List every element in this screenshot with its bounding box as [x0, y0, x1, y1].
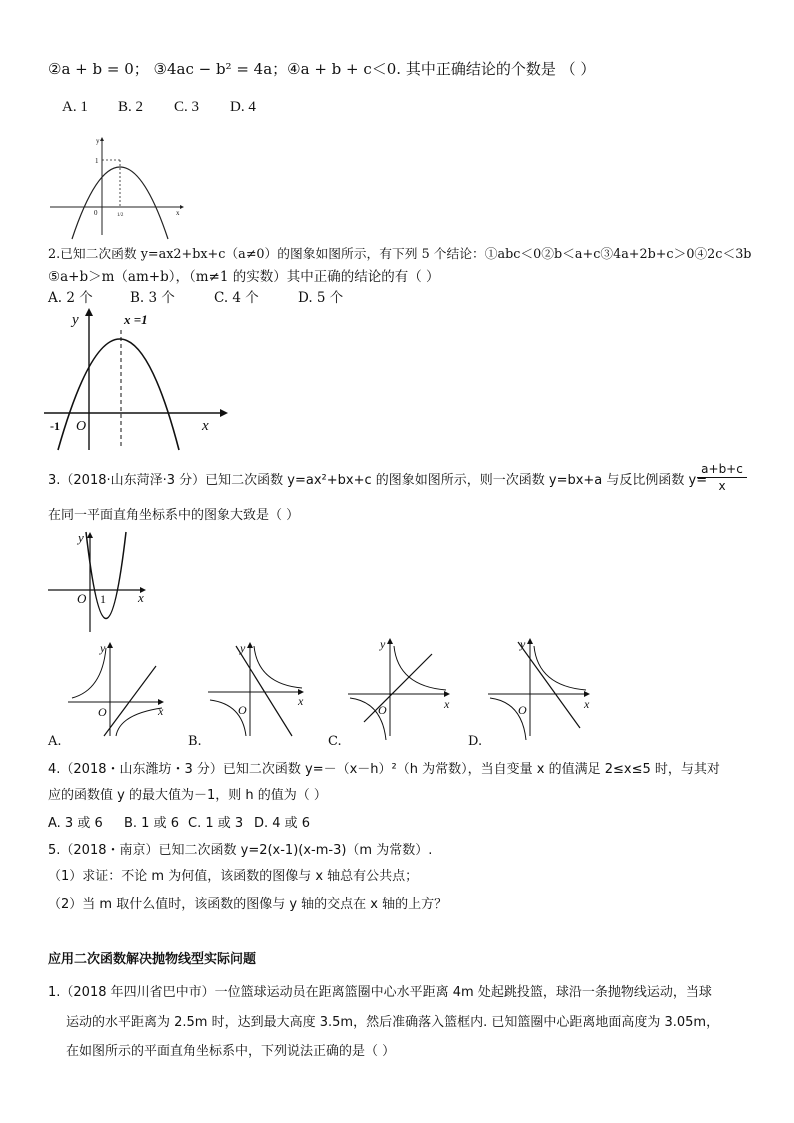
- q3-main-y-arrow: [87, 532, 93, 538]
- q1-option-d: D. 4: [230, 99, 256, 115]
- q2-axis-label: x =1: [124, 312, 148, 327]
- x-label: x: [444, 697, 450, 711]
- line: [364, 654, 432, 722]
- q3-fraction: [697, 462, 747, 493]
- q3-fraction-num: a+b+c: [701, 462, 743, 476]
- q2-y-arrow: [85, 308, 93, 316]
- q1-tick-one: 1: [95, 157, 99, 165]
- q2-graph: [44, 308, 234, 453]
- section-p1-line3: 在如图所示的平面直角坐标系中，下列说法正确的是（ ）: [66, 1044, 396, 1059]
- q3-fraction-bar: [697, 477, 747, 478]
- line: [104, 666, 156, 736]
- q5-line3: （2）当 m 取什么值时，该函数的图像与 y 轴的交点在 x 轴的上方？: [48, 897, 448, 912]
- q2-y-label: y: [72, 312, 79, 328]
- q2-option-c: C. 4 个: [214, 290, 259, 306]
- q2-line1: 2.已知二次函数 y=ax2+bx+c（a≠0）的图象如图所示，有下列 5 个结论：①abc＜0②b＜a+c③4a+2b+c＞0④2c＜3b: [48, 247, 752, 262]
- q3-main-graph: [44, 530, 154, 635]
- q2-option-b: B. 3 个: [130, 290, 175, 306]
- q1-x-label: x: [176, 209, 180, 217]
- arrow: [387, 638, 393, 644]
- q3-choice-c-graph: [346, 636, 456, 740]
- q1-y-arrow: [100, 137, 104, 141]
- q3-line1: 3.（2018·山东菏泽·3 分）已知二次函数 y=ax²+bx+c 的图象如图所示，则一次函数 y=bx+a 与反比例函数 y=: [48, 473, 708, 488]
- x-label: x: [298, 694, 304, 708]
- arrow: [527, 638, 533, 644]
- hyperbola-upper-right: [534, 646, 586, 690]
- q3-main-origin: O: [77, 591, 87, 606]
- q5-line1: 5.（2018・南京）已知二次函数 y=2(x-1)(x-m-3)（m 为常数）.: [48, 843, 433, 858]
- line: [236, 646, 292, 736]
- q1-y-label: y: [96, 137, 100, 145]
- arrow: [107, 642, 113, 648]
- q1-option-a: A. 1: [62, 99, 88, 115]
- q4-option-b: B. 1 或 6: [124, 816, 179, 831]
- origin: O: [378, 703, 387, 717]
- q1-option-b: B. 2: [118, 99, 144, 115]
- x-label: x: [158, 704, 164, 718]
- q2-option-d: D. 5 个: [298, 290, 344, 306]
- q2-origin: O: [76, 419, 87, 434]
- section-heading: 应用二次函数解决抛物线型实际问题: [48, 952, 257, 967]
- q3-choice-a-graph: [66, 640, 171, 740]
- q3-choice-a-label: A.: [48, 734, 62, 749]
- q1-statement: ②a + b = 0； ③4ac − b² = 4a；④a + b + c＜0. 其中正确结论的个数是 （ ）: [48, 60, 596, 78]
- x-label: x: [584, 697, 590, 711]
- line: [518, 642, 580, 728]
- q1-x-arrow: [180, 205, 184, 209]
- q3-choice-c-label: C.: [328, 734, 342, 749]
- hyperbola-upper-right: [254, 646, 302, 688]
- q4-option-d: D. 4 或 6: [254, 816, 311, 831]
- q1-option-c: C. 3: [174, 99, 200, 115]
- arrow: [247, 642, 253, 648]
- y-label: y: [520, 637, 526, 651]
- hyperbola-lower-right: [116, 708, 162, 736]
- origin: O: [238, 703, 247, 717]
- hyperbola-upper-left: [72, 648, 106, 698]
- q3-choice-d-graph: [486, 636, 596, 740]
- q3-main-x-label: x: [138, 590, 144, 605]
- q1-tick-half: 1/2: [117, 213, 124, 218]
- q3-main-y-label: y: [78, 530, 84, 545]
- q2-option-a: A. 2 个: [48, 290, 93, 306]
- q5-line2: （1）求证：不论 m 为何值，该函数的图像与 x 轴总有公共点；: [48, 869, 419, 884]
- origin: O: [98, 705, 107, 719]
- origin: O: [518, 703, 527, 717]
- section-p1-line1: 1.（2018 年四川省巴中市）一位篮球运动员在距离篮圈中心水平距离 4m 处起跳投篮，球沿一条抛物线运动，当球: [48, 985, 712, 1000]
- q3-choice-b-graph: [206, 640, 311, 740]
- q4-line1: 4.（2018・山东潍坊・3 分）已知二次函数 y=－（x－h）²（h 为常数），当自变量 x 的值满足 2≤x≤5 时，与其对: [48, 762, 720, 777]
- q3-line2: 在同一平面直角坐标系中的图象大致是（ ）: [48, 508, 300, 523]
- q4-option-a: A. 3 或 6: [48, 816, 103, 831]
- q2-neg-one: -1: [50, 419, 60, 433]
- q2-x-label: x: [202, 418, 209, 434]
- q3-choice-d-label: D.: [468, 734, 483, 749]
- y-label: y: [100, 641, 106, 655]
- q2-x-arrow: [220, 409, 228, 417]
- q1-origin: 0: [94, 209, 98, 217]
- y-label: y: [380, 637, 386, 651]
- q4-line2: 应的函数值 y 的最大值为－1，则 h 的值为（ ）: [48, 788, 327, 803]
- q2-line2: ⑤a+b＞m（am+b），（m≠1 的实数）其中正确的结论的有（ ）: [48, 269, 440, 285]
- q3-main-parabola: [86, 532, 126, 619]
- q4-option-c: C. 1 或 3: [188, 816, 244, 831]
- y-label: y: [240, 641, 246, 655]
- q3-main-tick-one: 1: [100, 592, 106, 606]
- q3-choice-b-label: B.: [188, 734, 202, 749]
- q1-graph: [50, 135, 190, 240]
- q3-fraction-den: x: [718, 479, 726, 493]
- section-p1-line2: 运动的水平距离为 2.5m 时，达到最大高度 3.5m，然后准确落入篮框内. 已知篮圈中心距离地面高度为 3.05m，: [66, 1015, 720, 1030]
